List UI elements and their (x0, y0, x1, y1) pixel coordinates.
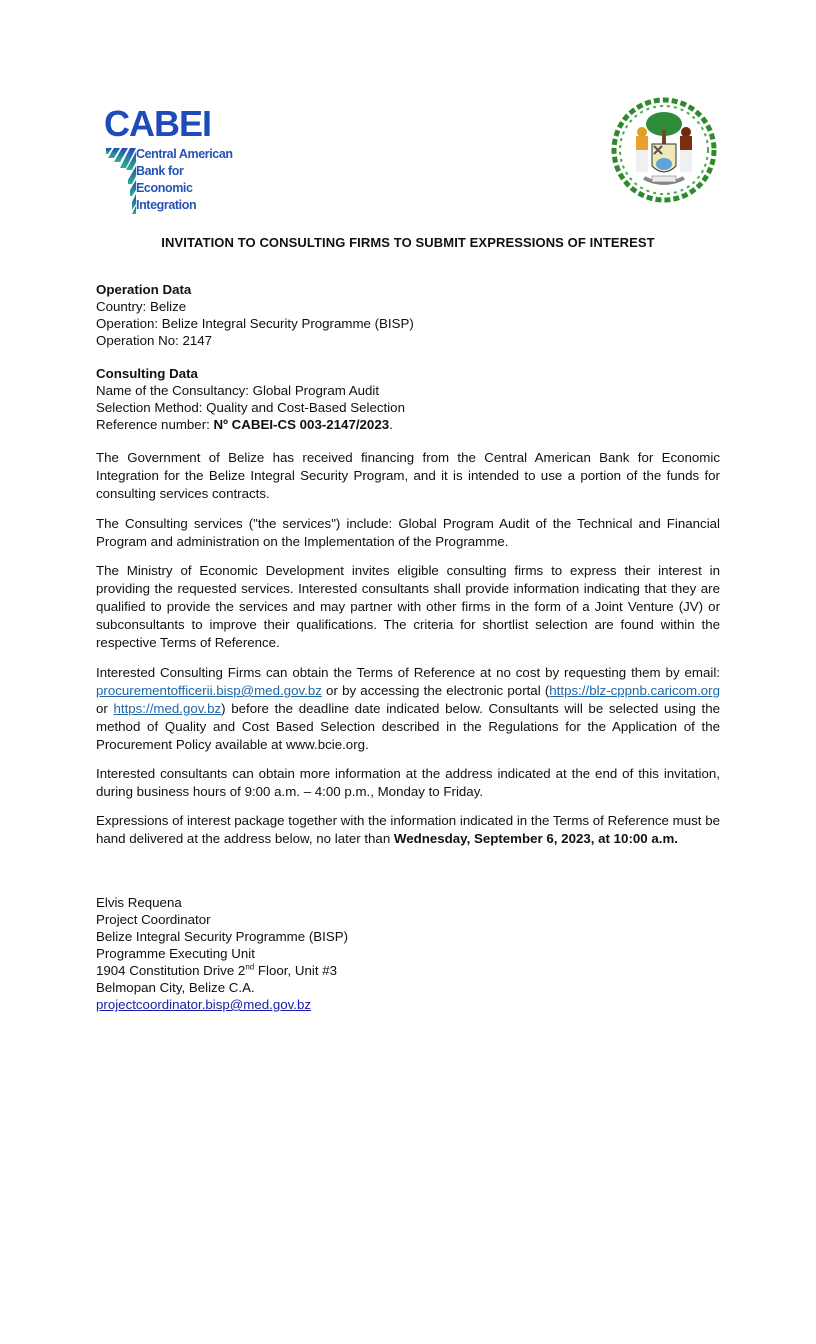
signatory-address (96, 962, 720, 979)
signatory-role: Project Coordinator (96, 912, 211, 927)
operation-number: Operation No: 2147 (96, 333, 213, 348)
paragraph-text (96, 812, 720, 848)
consultancy-name: Name of the Consultancy: Global Program Audit (96, 383, 380, 398)
paragraph-invitation (96, 562, 720, 652)
cabei-name-line: Bank for (136, 164, 184, 178)
cabei-logo (104, 104, 264, 216)
address-superscript: nd (245, 962, 255, 972)
reference-end: . (389, 417, 393, 432)
cabei-acronym: CABEI (104, 103, 212, 144)
text-segment: or (96, 701, 114, 716)
procurement-email-link[interactable]: procurementofficerii.bisp@med.gov.bz (96, 683, 322, 698)
reference-value: Nº CABEI-CS 003-2147/2023 (213, 417, 390, 432)
paragraph-text: The Consulting services ("the services") include: Global Program Audit of the Technical and Financial Program and administration on the Implementation of the Programme. (96, 516, 720, 549)
text-segment: ) before the deadline date indicated below. Consultants will be selected using the method of Quality and Cost Based Selection described in the Regulations for the Application of the Procurement Policy available at www.bcie.org. (96, 701, 720, 752)
signatory-unit: Programme Executing Unit (96, 946, 255, 961)
signature-block (96, 894, 720, 1013)
operation-data-section (96, 281, 720, 349)
cabei-name (136, 146, 233, 214)
cabei-name-line: Integration (136, 198, 197, 212)
paragraph-services (96, 515, 720, 551)
text-segment: or by accessing the electronic portal ( (321, 683, 550, 698)
consulting-data-heading: Consulting Data (96, 366, 198, 381)
signatory-city: Belmopan City, Belize C.A. (96, 980, 255, 995)
consulting-data-section (96, 365, 720, 433)
coordinator-email-link[interactable]: projectcoordinator.bisp@med.gov.bz (96, 997, 312, 1012)
reference-number (96, 416, 720, 433)
paragraph-text: The Government of Belize has received financing from the Central American Bank for Economic Integration for the Belize Integral Security Program, and it is intended to use a portion of the funds for consulting services contracts. (96, 450, 720, 501)
caricom-portal-link[interactable]: https://blz-cppnb.caricom.org (549, 683, 720, 698)
paragraph-financing (96, 449, 720, 503)
operation-country: Country: Belize (96, 299, 187, 314)
paragraph-terms-of-reference (96, 664, 720, 754)
operation-name: Operation: Belize Integral Security Programme (BISP) (96, 316, 414, 331)
signatory-name: Elvis Requena (96, 895, 182, 910)
signatory-programme: Belize Integral Security Programme (BISP) (96, 929, 348, 944)
paragraph-text (96, 664, 720, 754)
belize-coat-of-arms-icon (608, 94, 720, 206)
operation-data-heading: Operation Data (96, 282, 192, 297)
cabei-name-line: Central American (136, 147, 233, 161)
text-segment: Interested Consulting Firms can obtain the Terms of Reference at no cost by requesting them by email: (96, 665, 720, 680)
address-text: Floor, Unit #3 (254, 963, 337, 978)
paragraph-text: Interested consultants can obtain more information at the address indicated at the end of this invitation, during business hours of 9:00 a.m. – 4:00 p.m., Monday to Friday. (96, 766, 720, 799)
med-portal-link[interactable]: https://med.gov.bz (113, 701, 222, 716)
address-text: 1904 Constitution Drive 2 (96, 963, 246, 978)
paragraph-deadline (96, 812, 720, 848)
cabei-name-line: Economic (136, 181, 193, 195)
paragraph-text: The Ministry of Economic Development invites eligible consulting firms to express their interest in providing the requested services. Interested consultants shall provide information indicating that they are qualified to provide the services and may partner with other firms in the form of a Joint Venture (JV) or subconsultants to improve their qualifications. The criteria for shortlist selection are found within the respective Terms of Reference. (96, 563, 720, 650)
paragraph-business-hours (96, 765, 720, 801)
page-title: INVITATION TO CONSULTING FIRMS TO SUBMIT EXPRESSIONS OF INTEREST (161, 235, 655, 250)
selection-method: Selection Method: Quality and Cost-Based Selection (96, 400, 405, 415)
reference-label: Reference number: (96, 417, 214, 432)
deadline-date: Wednesday, September 6, 2023, at 10:00 a.m. (393, 831, 678, 846)
text-segment: Expressions of interest package together with the information indicated in the Terms of Reference must be hand delivered at the address below, no later than (96, 813, 720, 846)
